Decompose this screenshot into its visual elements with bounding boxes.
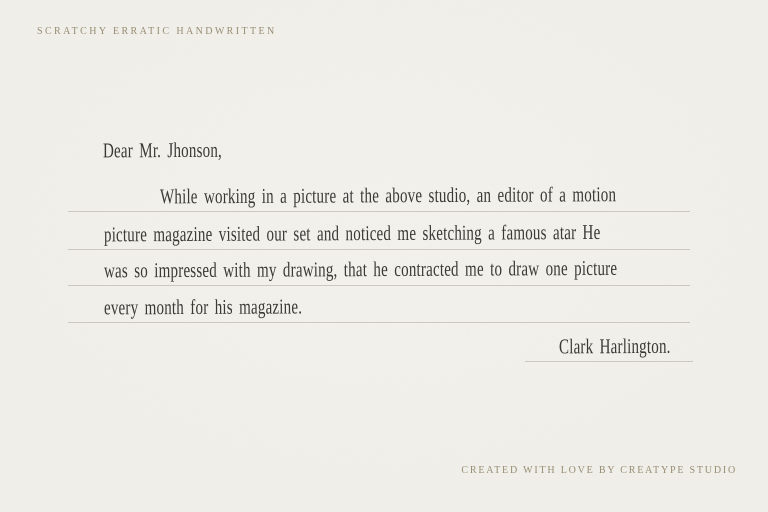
font-name-label: SCRATCHY ERRATIC HANDWRITTEN: [37, 26, 277, 37]
body-line-text: every month for his magazine.: [103, 296, 303, 320]
body-line-text: While working in a picture at the above studio, an editor of a motion: [159, 184, 617, 209]
signature-text: Clark Harlington.: [558, 335, 671, 359]
body-line-text: was so impressed with my drawing, that he contracted me to draw one picture: [103, 257, 618, 283]
letter-body-line: [68, 285, 690, 323]
body-line-text: picture magazine visited our set and noticed me sketching a famous atar He: [103, 221, 601, 247]
letter-body-line: [68, 174, 690, 212]
letter-signature: [525, 324, 693, 362]
salutation-text: Dear Mr. Jhonson,: [102, 139, 223, 163]
letter-body-line: [68, 212, 690, 250]
credit-label: CREATED WITH LOVE BY CREATYPE STUDIO: [461, 465, 737, 476]
letter-body-line: [68, 248, 690, 286]
